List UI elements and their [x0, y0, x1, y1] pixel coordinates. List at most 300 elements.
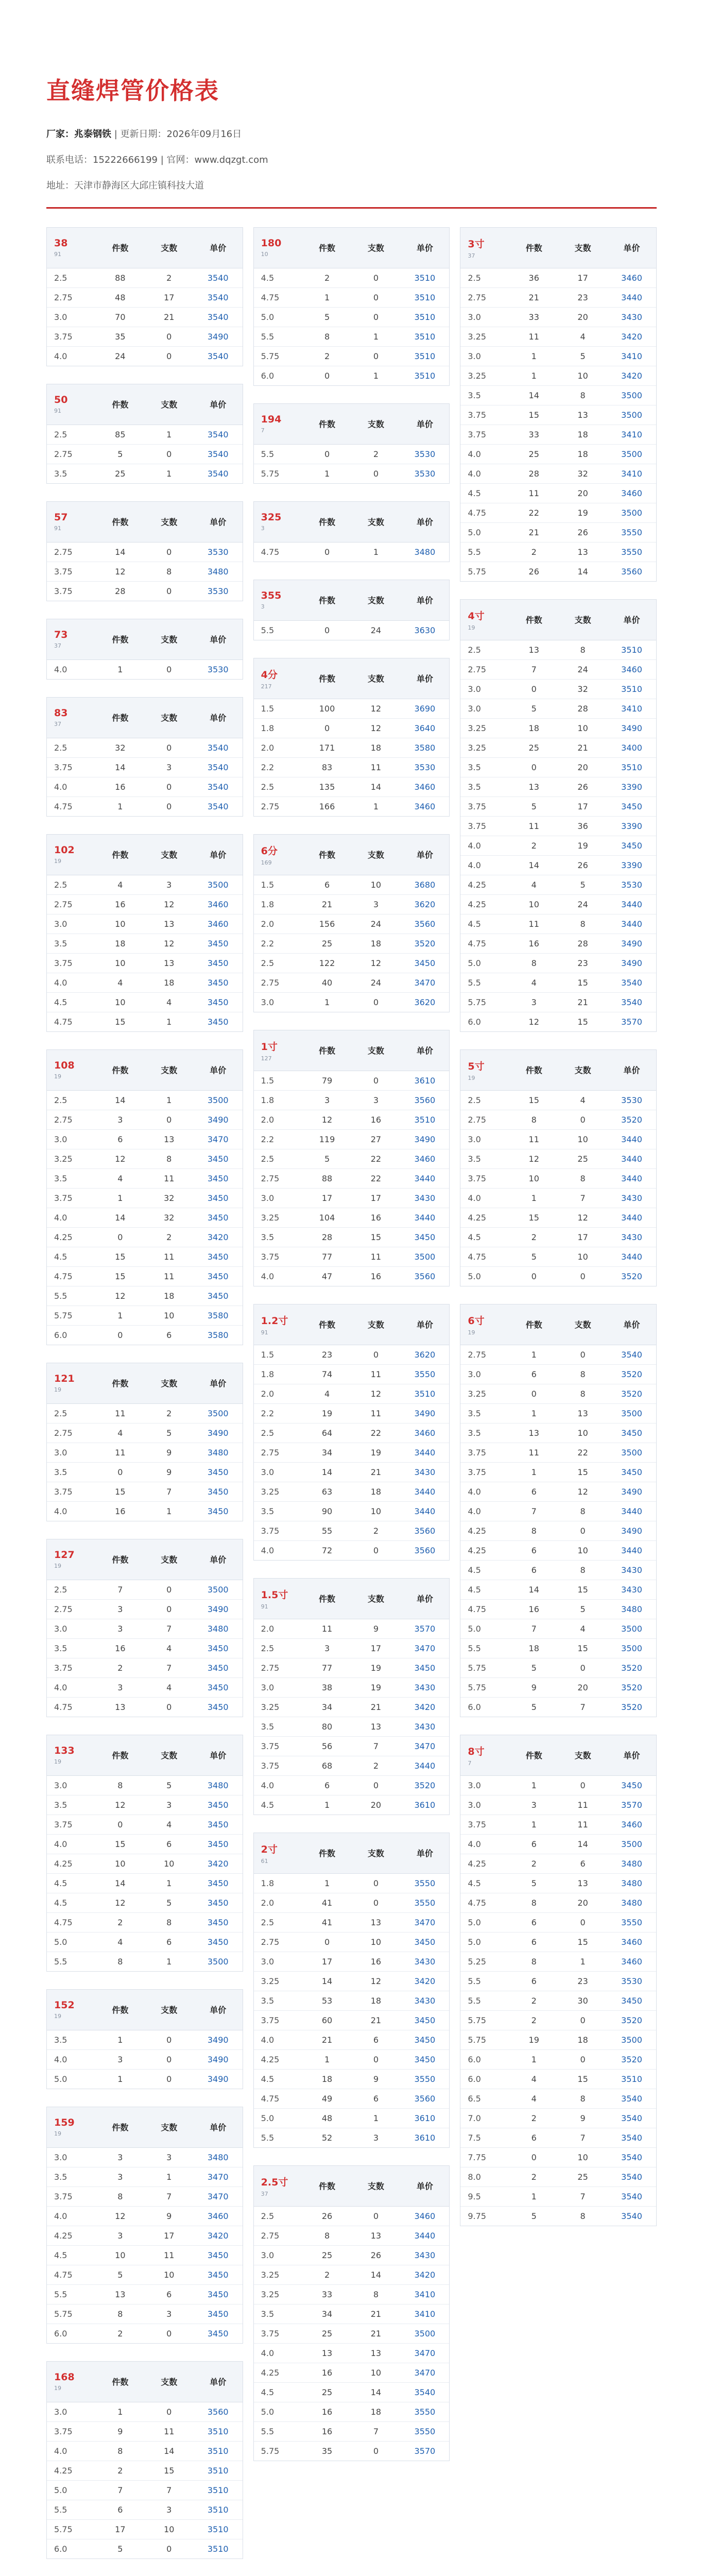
- count-cell: 77: [303, 1658, 352, 1677]
- thickness-cell: 5.0: [460, 953, 509, 973]
- pieces-cell: 14: [351, 777, 400, 796]
- table-row: [254, 327, 450, 346]
- price-cell: 3540: [194, 444, 243, 464]
- table-row: [460, 1345, 656, 1364]
- count-cell: 1: [96, 1188, 145, 1208]
- spec-subtitle: 37: [54, 642, 61, 650]
- count-cell: 5: [509, 1247, 558, 1266]
- count-cell: 16: [303, 2363, 352, 2382]
- thickness-cell: 5.5: [47, 2500, 96, 2519]
- thickness-cell: 1.8: [254, 1090, 303, 1110]
- column-header-pieces: 支数: [351, 228, 400, 268]
- thickness-cell: 5.5: [254, 444, 303, 464]
- count-cell: 26: [303, 2206, 352, 2226]
- table-row: [254, 796, 450, 816]
- pieces-cell: 26: [558, 855, 607, 875]
- table-row: [47, 2245, 243, 2265]
- table-row: [254, 1736, 450, 1756]
- column-header-count: 件数: [303, 658, 352, 699]
- price-cell: 3440: [400, 1482, 449, 1501]
- count-cell: 6: [303, 875, 352, 894]
- pieces-cell: 12: [558, 1208, 607, 1227]
- pieces-cell: 9: [145, 1462, 194, 1482]
- pieces-cell: 0: [351, 346, 400, 366]
- spec-subtitle: 19: [54, 2385, 61, 2392]
- thickness-cell: 4.25: [460, 1540, 509, 1560]
- thickness-cell: 3.75: [47, 2187, 96, 2206]
- table-row: [47, 1834, 243, 1854]
- price-cell: 3570: [400, 1619, 449, 1638]
- table-row: [47, 1815, 243, 1834]
- count-cell: 16: [115, 1506, 126, 1516]
- table-row: [47, 2265, 243, 2284]
- price-cell: 3450: [207, 1506, 229, 1516]
- pieces-cell: 36: [558, 816, 607, 836]
- price-cell: 3500: [194, 1090, 243, 1110]
- thickness-cell: 5.5: [254, 2421, 303, 2441]
- thickness-cell: 1.8: [254, 894, 303, 914]
- count-cell: 3: [96, 2167, 145, 2187]
- count-cell: 2: [509, 542, 558, 562]
- count-cell: 4: [96, 1932, 145, 1952]
- pieces-cell: 1: [373, 370, 379, 381]
- thickness-cell: 4.25: [47, 2226, 96, 2245]
- table-row: [254, 268, 450, 287]
- table-row: [460, 718, 656, 738]
- table-row: [47, 1462, 243, 1482]
- count-cell: 2: [509, 1991, 558, 2010]
- table-row: [254, 1227, 450, 1247]
- spec-header: [47, 1363, 96, 1403]
- spec-table-card: [460, 227, 657, 582]
- table-row: [47, 1677, 243, 1697]
- thickness-cell: 2.0: [254, 1893, 303, 1912]
- pieces-cell: 14: [145, 2441, 194, 2461]
- update-date: | 更新日期：2026年09月16日: [114, 129, 242, 140]
- table-row: [47, 1306, 243, 1325]
- pieces-cell: 0: [166, 2328, 172, 2338]
- price-cell: 3530: [207, 664, 229, 674]
- spec-subtitle: 37: [261, 2190, 268, 2197]
- table-row: [460, 757, 656, 777]
- pieces-cell: 6: [166, 1330, 172, 1340]
- spec-header: [254, 404, 303, 444]
- pieces-cell: 9: [558, 2108, 607, 2128]
- count-cell: 1: [96, 2402, 145, 2421]
- count-cell: 74: [303, 1364, 352, 1384]
- thickness-cell: 4.75: [460, 1599, 509, 1619]
- table-row: [254, 2049, 450, 2069]
- pieces-cell: 5: [558, 1599, 607, 1619]
- thickness-cell: 3.0: [47, 1443, 96, 1462]
- pieces-cell: 1: [145, 2167, 194, 2187]
- spec-subtitle: 61: [261, 1857, 268, 1865]
- thickness-cell: 4.5: [47, 1247, 96, 1266]
- pieces-cell: 17: [558, 796, 607, 816]
- table-row: [460, 836, 656, 855]
- count-cell: 0: [303, 444, 352, 464]
- thickness-cell: 4.75: [47, 1912, 96, 1932]
- thickness-cell: 3.0: [460, 1129, 509, 1149]
- manufacturer-label: 厂家：: [46, 129, 74, 140]
- thickness-cell: 4.75: [254, 2089, 303, 2108]
- spec-table: [460, 1304, 656, 1717]
- thickness-cell: 5.75: [468, 566, 486, 577]
- price-cell: 3540: [400, 2382, 449, 2402]
- table-row: [47, 1619, 243, 1638]
- pieces-cell: 24: [351, 914, 400, 934]
- price-cell: 3390: [607, 855, 656, 875]
- count-cell: 41: [303, 1893, 352, 1912]
- column-header-price: 单价: [607, 1050, 656, 1090]
- thickness-cell: 3.0: [460, 1364, 509, 1384]
- price-cell: 3580: [194, 1306, 243, 1325]
- pieces-cell: 19: [558, 836, 607, 855]
- pieces-cell: 3: [145, 2147, 194, 2167]
- table-row: [47, 581, 243, 601]
- thickness-cell: 7.5: [460, 2128, 509, 2147]
- pieces-cell: 0: [145, 542, 194, 562]
- pieces-cell: 16: [351, 1208, 400, 1227]
- count-cell: 100: [303, 699, 352, 718]
- pieces-cell: 13: [558, 1403, 607, 1423]
- table-row: [254, 953, 450, 973]
- thickness-cell: 2.2: [254, 757, 303, 777]
- price-cell: 3530: [607, 875, 656, 894]
- price-cell: 3410: [607, 699, 656, 718]
- count-cell: 85: [96, 425, 145, 444]
- thickness-cell: 5.5: [460, 973, 509, 992]
- pieces-cell: 11: [558, 1815, 607, 1834]
- count-cell: 8: [509, 1893, 558, 1912]
- price-cell: 3530: [207, 586, 229, 596]
- pieces-cell: 7: [145, 2480, 194, 2500]
- price-cell: 3450: [194, 1873, 243, 1893]
- count-cell: 21: [303, 894, 352, 914]
- count-cell: 6: [96, 2500, 145, 2519]
- pieces-cell: 11: [351, 1403, 400, 1423]
- count-cell: 38: [303, 1677, 352, 1697]
- spec-table-card: [46, 834, 243, 1032]
- thickness-cell: 3.0: [47, 1775, 96, 1795]
- count-cell: 2: [509, 836, 558, 855]
- count-cell: 19: [303, 1403, 352, 1423]
- column-header-count: 件数: [303, 835, 352, 875]
- count-cell: 8: [303, 327, 352, 346]
- spec-header: [47, 384, 96, 425]
- pieces-cell: 17: [351, 1638, 400, 1658]
- spec-header: [460, 1050, 509, 1090]
- count-cell: 80: [303, 1717, 352, 1736]
- thickness-cell: 3.0: [460, 1795, 509, 1815]
- thickness-cell: 2.0: [254, 914, 303, 934]
- price-cell: 3510: [194, 2519, 243, 2539]
- count-cell: 49: [303, 2089, 352, 2108]
- thickness-cell: 3.0: [460, 307, 509, 327]
- pieces-cell: 8: [145, 1149, 194, 1168]
- price-cell: 3520: [621, 1271, 642, 1281]
- pieces-cell: 11: [145, 2245, 194, 2265]
- table-row: [460, 659, 656, 679]
- thickness-cell: 3.75: [254, 2324, 303, 2343]
- spec-header: [254, 835, 303, 875]
- spec-size: 168: [54, 2371, 75, 2383]
- pieces-cell: 20: [558, 483, 607, 503]
- price-cell: 3470: [400, 1638, 449, 1658]
- table-row: [47, 1873, 243, 1893]
- pieces-cell: 19: [558, 503, 607, 522]
- table-row: [254, 1638, 450, 1658]
- spec-subtitle: 10: [261, 251, 268, 258]
- count-cell: 2: [509, 2167, 558, 2187]
- pieces-cell: 1: [558, 1952, 607, 1971]
- count-cell: 28: [115, 586, 126, 596]
- pieces-cell: 11: [145, 1266, 194, 1286]
- count-cell: 8: [96, 2441, 145, 2461]
- price-cell: 3510: [194, 2500, 243, 2519]
- pieces-cell: 24: [558, 659, 607, 679]
- spec-size: 3寸: [468, 238, 485, 250]
- pieces-cell: 0: [558, 1775, 607, 1795]
- table-row: [460, 1854, 656, 1873]
- thickness-cell: 2.75: [254, 2226, 303, 2245]
- count-cell: 14: [303, 1462, 352, 1482]
- count-cell: 63: [303, 1482, 352, 1501]
- pieces-cell: 4: [558, 327, 607, 346]
- pieces-cell: 10: [351, 1501, 400, 1521]
- pieces-cell: 2: [351, 1521, 400, 1540]
- thickness-cell: 2.5: [47, 738, 96, 757]
- thickness-cell: 2.5: [254, 2206, 303, 2226]
- table-row: [460, 425, 656, 444]
- table-row: [254, 2245, 450, 2265]
- table-row: [460, 1443, 656, 1462]
- thickness-cell: 2.75: [47, 1110, 96, 1129]
- price-cell: 3440: [400, 1756, 449, 1775]
- table-row: [47, 953, 243, 973]
- table-row: [460, 1501, 656, 1521]
- table-row: [47, 1893, 243, 1912]
- pieces-cell: 23: [558, 287, 607, 307]
- spec-table-card: [46, 501, 243, 601]
- table-row: [254, 1619, 450, 1638]
- thickness-cell: 4.75: [47, 2265, 96, 2284]
- price-cell: 3490: [400, 1403, 449, 1423]
- column-header-price: 单价: [400, 228, 449, 268]
- column-header-price: 单价: [194, 502, 243, 542]
- thickness-cell: 4.0: [254, 2343, 303, 2363]
- price-cell: 3460: [194, 2206, 243, 2226]
- price-cell: 3510: [400, 1110, 449, 1129]
- pieces-cell: 8: [145, 562, 194, 581]
- table-row: [254, 2010, 450, 2030]
- table-row: [47, 1599, 243, 1619]
- thickness-cell: 3.75: [254, 1521, 303, 1540]
- count-cell: 1: [96, 1306, 145, 1325]
- column-header-count: 件数: [96, 1050, 145, 1090]
- thickness-cell: 3.0: [261, 997, 275, 1007]
- spec-size: 355: [261, 590, 282, 602]
- pieces-cell: 17: [351, 1188, 400, 1208]
- pieces-cell: 11: [558, 1795, 607, 1815]
- spec-subtitle: 127: [261, 1055, 272, 1062]
- thickness-cell: 2.5: [254, 1638, 303, 1658]
- pieces-cell: 13: [351, 1717, 400, 1736]
- price-cell: 3450: [194, 953, 243, 973]
- spec-table: [460, 228, 656, 581]
- table-row: [47, 1638, 243, 1658]
- count-cell: 23: [303, 1345, 352, 1364]
- count-cell: 14: [303, 1971, 352, 1991]
- thickness-cell: 2.75: [254, 973, 303, 992]
- thickness-cell: 3.75: [254, 2010, 303, 2030]
- table-row: [460, 444, 656, 464]
- price-cell: 3500: [400, 2324, 449, 2343]
- spec-subtitle: 91: [261, 1603, 268, 1610]
- price-cell: 3500: [194, 1580, 243, 1599]
- thickness-cell: 2.5: [254, 1423, 303, 1443]
- thickness-cell: 5.0: [54, 2074, 67, 2084]
- count-cell: 15: [509, 405, 558, 425]
- column-header-count: 件数: [303, 580, 352, 620]
- thickness-cell: 2.5: [47, 1090, 96, 1110]
- spec-table-card: [253, 1578, 450, 1815]
- pieces-cell: 22: [351, 1168, 400, 1188]
- table-row: [47, 1286, 243, 1306]
- table-row: [47, 1482, 243, 1501]
- table-row: [47, 1325, 243, 1345]
- thickness-cell: 3.75: [47, 1188, 96, 1208]
- count-cell: 2: [509, 1854, 558, 1873]
- table-row: [254, 1795, 450, 1815]
- count-cell: 0: [531, 1271, 537, 1281]
- count-cell: 1: [117, 801, 123, 811]
- price-cell: 3610: [414, 1800, 436, 1810]
- thickness-cell: 3.75: [47, 2421, 96, 2441]
- thickness-cell: 2.2: [254, 1403, 303, 1423]
- count-cell: 4: [96, 1423, 145, 1443]
- count-cell: 28: [509, 464, 558, 483]
- thickness-cell: 2.75: [47, 444, 96, 464]
- table-row: [254, 1756, 450, 1775]
- pieces-cell: 3: [145, 1795, 194, 1815]
- pieces-cell: 3: [373, 2132, 379, 2143]
- count-cell: 12: [96, 2206, 145, 2226]
- thickness-cell: 4.5: [460, 483, 509, 503]
- table-row: [460, 855, 656, 875]
- price-cell: 3450: [607, 1423, 656, 1443]
- pieces-cell: 32: [558, 679, 607, 699]
- spec-size: 102: [54, 844, 75, 856]
- thickness-cell: 4.0: [47, 1208, 96, 1227]
- pieces-cell: 0: [558, 2010, 607, 2030]
- table-row: [460, 1149, 656, 1168]
- table-row: [460, 934, 656, 953]
- count-cell: 15: [509, 1208, 558, 1227]
- table-row: [47, 1208, 243, 1227]
- price-cell: 3490: [207, 2074, 229, 2084]
- spec-table: [460, 1735, 656, 2226]
- count-cell: 52: [321, 2132, 333, 2143]
- price-cell: 3460: [400, 1149, 449, 1168]
- count-cell: 8: [509, 1521, 558, 1540]
- thickness-cell: 3.5: [47, 2167, 96, 2187]
- price-cell: 3470: [400, 1912, 449, 1932]
- count-cell: 4: [96, 1168, 145, 1188]
- thickness-cell: 2.75: [254, 1168, 303, 1188]
- count-cell: 3: [96, 2049, 145, 2069]
- thickness-cell: 3.5: [47, 1168, 96, 1188]
- price-cell: 3450: [194, 1912, 243, 1932]
- pieces-cell: 0: [166, 801, 172, 811]
- table-row: [47, 2206, 243, 2226]
- table-row: [47, 875, 243, 894]
- table-row: [460, 1384, 656, 1403]
- pieces-cell: 0: [145, 327, 194, 346]
- table-row: [47, 2402, 243, 2421]
- count-cell: 4: [509, 973, 558, 992]
- pieces-cell: 11: [145, 1247, 194, 1266]
- price-cell: 3510: [400, 307, 449, 327]
- count-cell: 0: [324, 625, 330, 635]
- thickness-cell: 4.75: [54, 801, 73, 811]
- table-row: [47, 2480, 243, 2500]
- count-cell: 16: [509, 934, 558, 953]
- column-header-price: 单价: [400, 1833, 449, 1873]
- price-cell: 3470: [194, 2187, 243, 2206]
- count-cell: 0: [117, 1330, 123, 1340]
- thickness-cell: 2.75: [47, 1599, 96, 1619]
- spec-size: 38: [54, 238, 68, 249]
- price-cell: 3520: [607, 1384, 656, 1403]
- thickness-cell: 4.0: [47, 2049, 96, 2069]
- spec-table-card: [46, 619, 243, 680]
- pieces-cell: 0: [558, 2049, 607, 2069]
- count-cell: 6: [303, 1775, 352, 1795]
- thickness-cell: 5.0: [460, 522, 509, 542]
- price-cell: 3460: [607, 1815, 656, 1834]
- pieces-cell: 15: [558, 973, 607, 992]
- table-row: [254, 307, 450, 327]
- table-row: [254, 620, 450, 640]
- pieces-cell: 3: [145, 2500, 194, 2519]
- count-cell: 1: [509, 346, 558, 366]
- count-cell: 34: [303, 1697, 352, 1717]
- pieces-cell: 15: [558, 1638, 607, 1658]
- pieces-cell: 8: [558, 1384, 607, 1403]
- price-cell: 3540: [607, 2128, 656, 2147]
- pieces-cell: 8: [351, 2284, 400, 2304]
- count-cell: 14: [96, 1208, 145, 1227]
- table-row: [460, 2049, 656, 2069]
- count-cell: 11: [509, 1443, 558, 1462]
- thickness-cell: 4.75: [261, 547, 280, 557]
- thickness-cell: 2.5: [254, 1149, 303, 1168]
- table-row: [47, 1090, 243, 1110]
- column-header-pieces: 支数: [558, 1304, 607, 1345]
- pieces-cell: 10: [351, 875, 400, 894]
- table-row: [254, 2069, 450, 2089]
- spec-subtitle: 169: [261, 859, 272, 866]
- count-cell: 32: [96, 738, 145, 757]
- price-cell: 3510: [414, 370, 436, 381]
- spec-size: 8寸: [468, 1745, 485, 1757]
- pieces-cell: 7: [145, 1619, 194, 1638]
- thickness-cell: 6.0: [54, 2544, 67, 2554]
- table-row: [254, 1149, 450, 1168]
- spec-table: [254, 580, 450, 640]
- thickness-cell: 4.5: [47, 2245, 96, 2265]
